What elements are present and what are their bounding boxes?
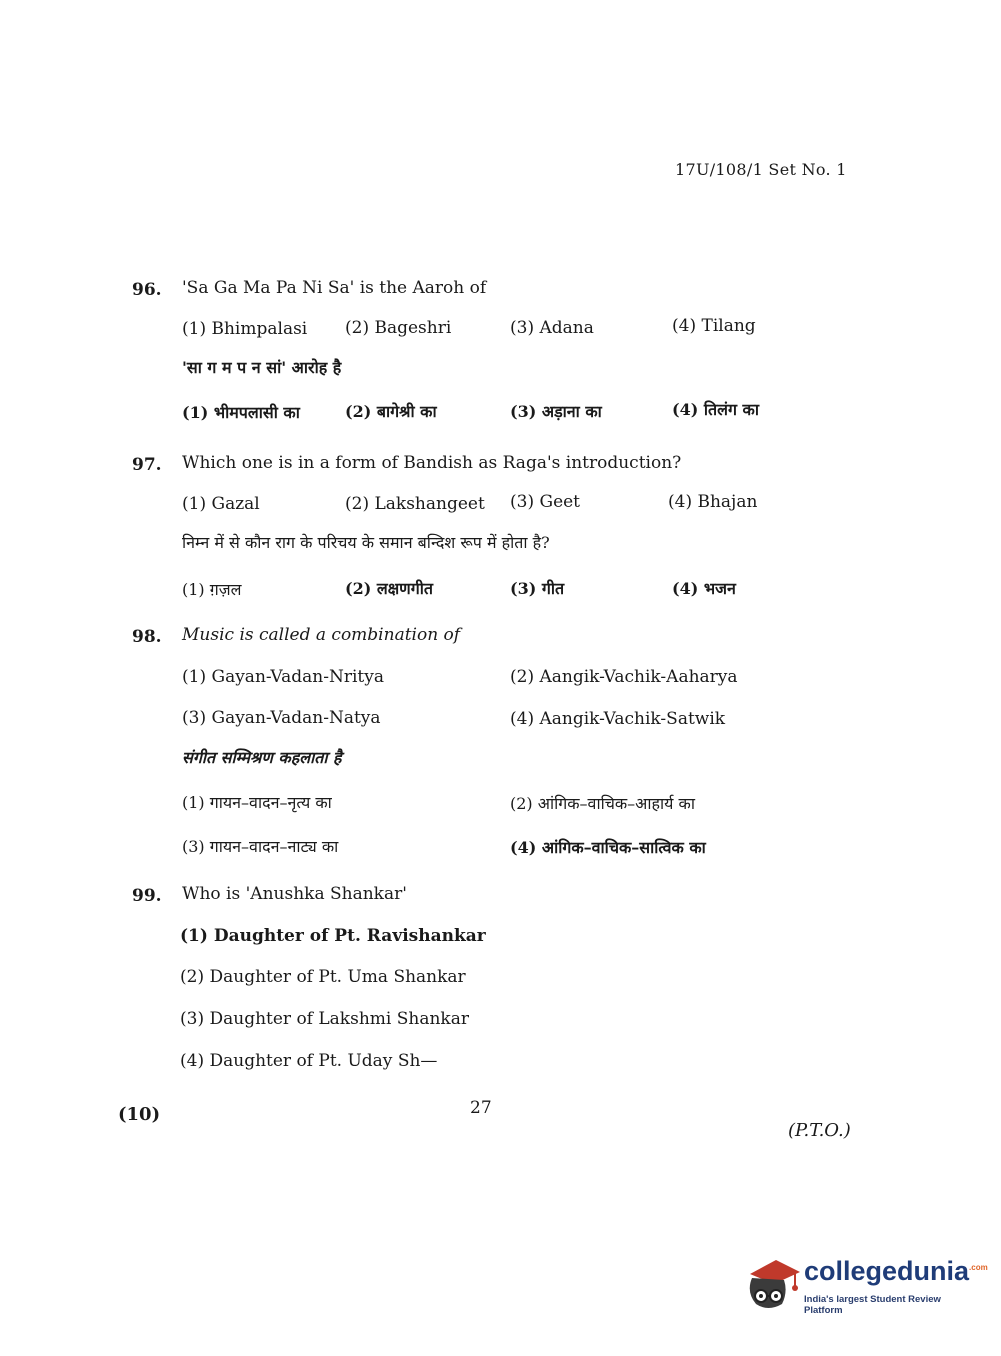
page-number: 27 <box>470 1098 492 1118</box>
hindi-option: (3) अड़ाना का <box>510 402 602 421</box>
option: (4) Bhajan <box>668 492 758 512</box>
question-number: 98. <box>132 627 162 647</box>
hindi-option: (4) तिलंग का <box>672 400 759 419</box>
question-text: Who is 'Anushka Shankar' <box>182 884 407 904</box>
hindi-option: (2) आंगिक–वाचिक–आहार्य का <box>510 794 695 813</box>
question-number: 96. <box>132 280 162 300</box>
hindi-option: (3) गीत <box>510 579 565 598</box>
hindi-option: (4) भजन <box>672 579 736 598</box>
question-text: 'Sa Ga Ma Pa Ni Sa' is the Aaroh of <box>182 278 487 298</box>
option: (3) Gayan-Vadan-Natya <box>182 708 381 728</box>
hindi-option: (4) आंगिक–वाचिक–सात्विक का <box>510 838 706 857</box>
hindi-option: (1) ग़ज़ल <box>182 580 242 599</box>
hindi-option: (1) भीमपलासी का <box>182 403 300 422</box>
option: (4) Tilang <box>672 316 756 336</box>
hindi-option: (2) लक्षणगीत <box>345 579 434 598</box>
option: (2) Daughter of Pt. Uma Shankar <box>180 967 466 987</box>
logo-tagline: India's largest Student Review Platform <box>804 1294 941 1316</box>
option: (1) Bhimpalasi <box>182 319 308 339</box>
option: (3) Geet <box>510 492 581 512</box>
hindi-question-text: निम्न में से कौन राग के परिचय के समान बन्दिश रूप में होता है? <box>182 533 550 552</box>
hindi-question-text: 'सा ग म प न सां' आरोह है <box>182 358 342 377</box>
option: (1) Gazal <box>182 494 260 514</box>
option: (1) Gayan-Vadan-Nritya <box>182 667 384 687</box>
option: (3) Daughter of Lakshmi Shankar <box>180 1009 469 1029</box>
option: (4) Aangik-Vachik-Satwik <box>510 709 726 729</box>
option: (2) Bageshri <box>345 318 452 338</box>
question-text: Which one is in a form of Bandish as Raga's introduction? <box>182 453 682 473</box>
pto-label: (P.T.O.) <box>788 1120 851 1141</box>
collegedunia-logo <box>742 1252 988 1316</box>
hindi-option: (1) गायन–वादन–नृत्य का <box>182 793 332 812</box>
hindi-option: (2) बागेश्री का <box>345 402 437 421</box>
option: (2) Lakshangeet <box>345 494 485 514</box>
mascot-icon <box>742 1252 802 1312</box>
hindi-question-text: संगीत सम्मिश्रण कहलाता है <box>182 748 342 767</box>
option: (3) Adana <box>510 318 594 338</box>
hindi-option: (3) गायन–वादन–नाट्य का <box>182 837 339 856</box>
option: (4) Daughter of Pt. Uday Sh— <box>180 1051 438 1071</box>
option: (1) Daughter of Pt. Ravishankar <box>180 926 486 946</box>
question-number: 99. <box>132 886 162 906</box>
option: (2) Aangik-Vachik-Aaharya <box>510 667 738 687</box>
logo-wordmark: collegedunia$^{.com}$ <box>804 1256 988 1286</box>
question-number: 97. <box>132 455 162 475</box>
question-text: Music is called a combination of <box>182 625 461 645</box>
footer-code: (10) <box>118 1104 161 1125</box>
set-number: 17U/108/1 Set No. 1 <box>675 160 847 179</box>
